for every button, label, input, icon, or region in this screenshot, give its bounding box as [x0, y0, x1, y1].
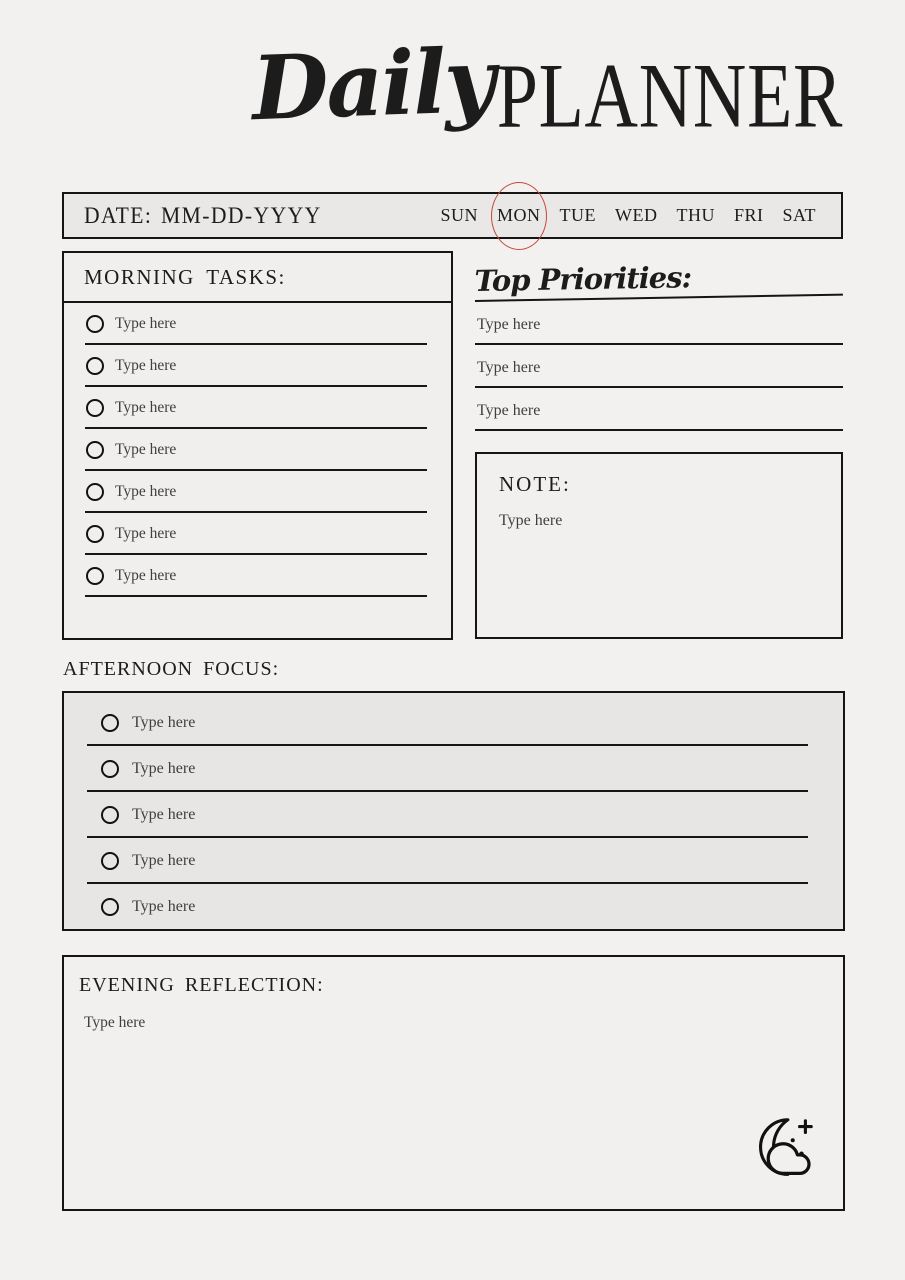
task-checkbox-circle[interactable]: [86, 315, 104, 333]
day-wed[interactable]: WED: [614, 205, 658, 225]
task-row: [64, 792, 843, 838]
star-dot-1: [791, 1138, 795, 1142]
task-placeholder[interactable]: Type here: [132, 760, 196, 777]
task-checkbox-circle[interactable]: [101, 806, 119, 824]
task-placeholder[interactable]: Type here: [115, 483, 177, 500]
evening-reflection-section: [62, 955, 845, 1211]
task-checkbox-circle[interactable]: [101, 898, 119, 916]
date-label: DATE:: [84, 202, 153, 228]
task-row: [64, 884, 843, 930]
date-field[interactable]: [84, 203, 322, 229]
day-sun[interactable]: SUN: [440, 205, 478, 225]
day-thu[interactable]: THU: [676, 205, 715, 225]
priority-row: [475, 388, 843, 431]
note-heading: NOTE:: [499, 472, 571, 496]
task-row: [64, 387, 451, 429]
day-fri[interactable]: FRI: [733, 205, 764, 225]
task-checkbox-circle[interactable]: [86, 525, 104, 543]
priority-list: [475, 302, 843, 431]
task-placeholder[interactable]: Type here: [132, 898, 196, 915]
task-checkbox-circle[interactable]: [86, 357, 104, 375]
cloud-shape: [768, 1144, 809, 1174]
page-title: PLANNER: [496, 44, 843, 147]
day-mon-label: MON: [496, 205, 541, 225]
top-priorities-heading: Top Priorities:: [474, 249, 843, 302]
date-bar: [62, 192, 843, 239]
task-row: [64, 471, 451, 513]
task-placeholder[interactable]: Type here: [115, 315, 177, 332]
task-placeholder[interactable]: Type here: [115, 357, 177, 374]
task-checkbox-circle[interactable]: [86, 567, 104, 585]
priority-row: [475, 302, 843, 345]
task-checkbox-circle[interactable]: [101, 760, 119, 778]
day-selector: [439, 205, 817, 226]
note-placeholder[interactable]: Type here: [499, 512, 563, 529]
afternoon-focus-section: [62, 691, 845, 931]
task-row: [64, 345, 451, 387]
task-row: [64, 513, 451, 555]
afternoon-focus-heading: AFTERNOON FOCUS:: [63, 658, 280, 680]
day-sat[interactable]: SAT: [782, 205, 816, 225]
task-checkbox-circle[interactable]: [101, 852, 119, 870]
task-placeholder[interactable]: Type here: [132, 806, 196, 823]
evening-placeholder[interactable]: Type here: [84, 1014, 146, 1031]
task-row: [64, 429, 451, 471]
task-placeholder[interactable]: Type here: [132, 714, 196, 731]
morning-tasks-section: [62, 251, 453, 640]
afternoon-task-list: [64, 700, 843, 930]
top-priorities-section: [475, 255, 843, 431]
day-mon[interactable]: [496, 205, 542, 226]
task-row: [64, 700, 843, 746]
task-placeholder[interactable]: Type here: [115, 525, 177, 542]
priority-placeholder[interactable]: Type here: [477, 359, 541, 376]
morning-tasks-heading: MORNING TASKS:: [64, 253, 451, 303]
note-section: [475, 452, 843, 639]
priority-placeholder[interactable]: Type here: [477, 316, 541, 333]
task-checkbox-circle[interactable]: [101, 714, 119, 732]
task-row: [64, 555, 451, 597]
evening-reflection-heading: EVENING REFLECTION:: [79, 974, 324, 996]
task-row: [64, 838, 843, 884]
task-checkbox-circle[interactable]: [86, 483, 104, 501]
task-checkbox-circle[interactable]: [86, 441, 104, 459]
star-plus-shape: [800, 1121, 812, 1133]
priority-row: [475, 345, 843, 388]
priority-placeholder[interactable]: Type here: [477, 402, 541, 419]
moon-stars-cloud-icon: [743, 1111, 821, 1189]
title-script: Daily: [250, 27, 496, 141]
morning-task-list: [64, 303, 451, 597]
task-placeholder[interactable]: Type here: [132, 852, 196, 869]
day-tue[interactable]: TUE: [559, 205, 596, 225]
task-checkbox-circle[interactable]: [86, 399, 104, 417]
task-placeholder[interactable]: Type here: [115, 567, 177, 584]
date-value[interactable]: MM-DD-YYYY: [161, 202, 322, 228]
task-placeholder[interactable]: Type here: [115, 399, 177, 416]
task-row: [64, 746, 843, 792]
task-placeholder[interactable]: Type here: [115, 441, 177, 458]
task-row: [64, 303, 451, 345]
